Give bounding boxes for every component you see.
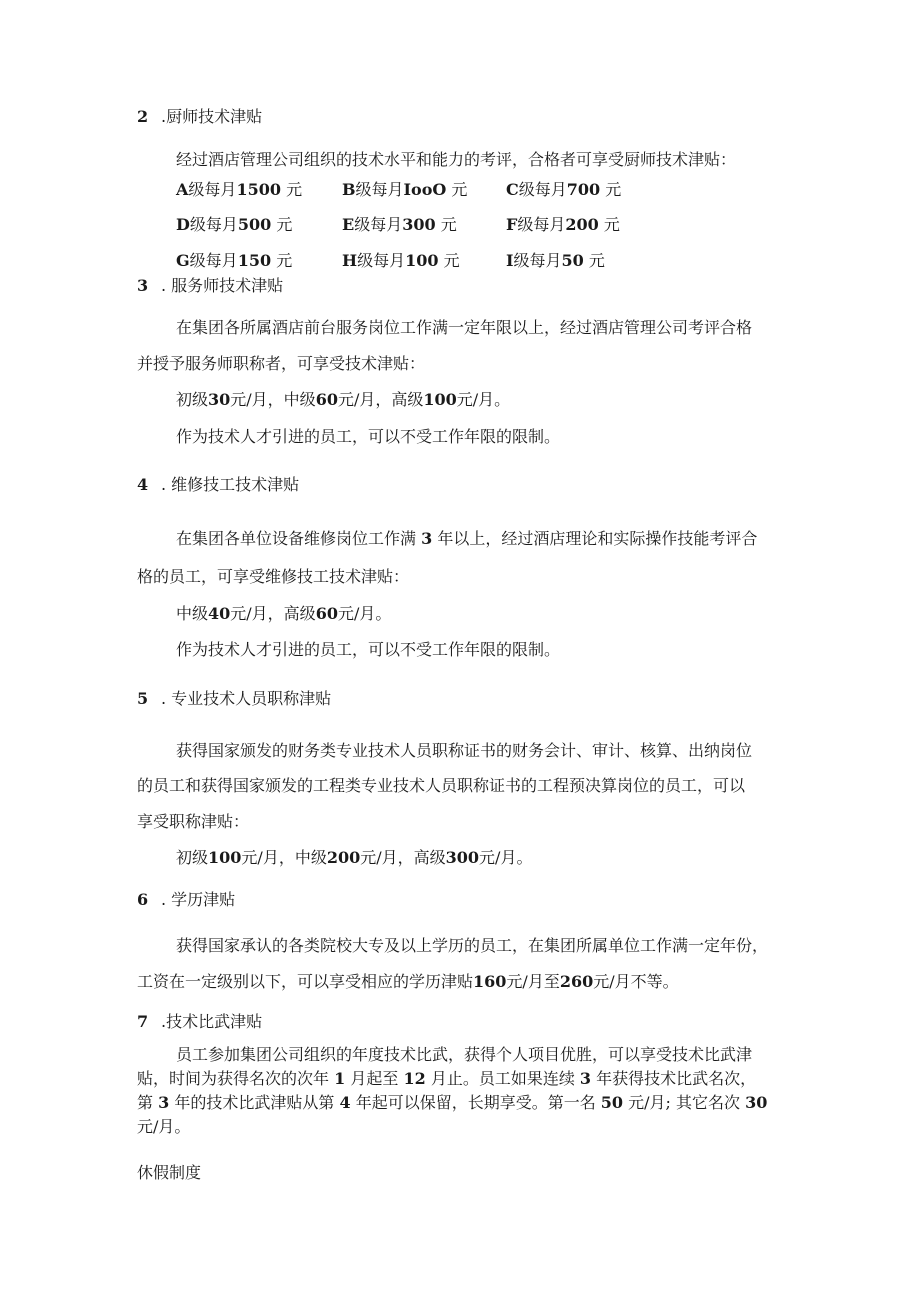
grade-amount: 1500 (236, 180, 281, 199)
section-7-line-3 (137, 1093, 767, 1113)
section-7-line-4: 元/月。 (137, 1117, 191, 1136)
section-6-line-2 (137, 972, 679, 992)
grade-cell (342, 180, 467, 200)
number: 260 (559, 972, 594, 991)
section-5-line-2: 的员工和获得国家颁发的工程类专业技术人员职称证书的工程预决算岗位的员工，可以 (137, 776, 746, 795)
rate-label: 元/月，中级 (241, 848, 327, 867)
grade-amount: 300 (402, 215, 436, 234)
rate-value: 60 (315, 604, 338, 623)
text: 在集团各单位设备维修岗位工作满 (176, 529, 417, 548)
grade-label: 级每月 (518, 180, 567, 199)
section-number: 2 (137, 107, 149, 126)
section-5-heading (137, 689, 331, 709)
grade-unit: 元 (276, 215, 293, 234)
section-4-line-2: 格的员工，可享受维修技工技术津贴： (137, 567, 410, 586)
grade-letter: H (342, 251, 358, 270)
grade-cell (342, 215, 457, 235)
grade-cell (176, 251, 292, 271)
grade-amount: 700 (566, 180, 601, 199)
grade-unit: 元 (286, 180, 303, 199)
text: 元/月不等。 (593, 972, 679, 991)
grade-letter: A (176, 180, 189, 199)
rate-label: 元/月。 (456, 390, 511, 409)
number: 1 (334, 1069, 346, 1088)
section-5-rates (176, 848, 532, 868)
text: 月止。员工如果连续 (430, 1069, 575, 1088)
grade-cell (506, 251, 605, 271)
rate-value: 100 (208, 848, 242, 867)
section-7-line-2 (137, 1069, 756, 1089)
section-4-line-1 (176, 529, 757, 549)
grade-letter: F (506, 215, 518, 234)
number: 3 (158, 1093, 170, 1112)
section-title: . 学历津贴 (161, 890, 236, 909)
grade-label: 级每月 (188, 180, 237, 199)
number: 3 (421, 529, 433, 548)
section-7-heading (137, 1012, 262, 1032)
rate-label: 初级 (176, 848, 209, 867)
section-6-line-1: 获得国家承认的各类院校大专及以上学历的员工，在集团所属单位工作满一定年份， (176, 936, 769, 955)
grade-label: 级每月 (513, 251, 562, 270)
grade-amount: 50 (561, 251, 584, 270)
grade-label: 级每月 (189, 215, 238, 234)
grade-amount: 100 (405, 251, 439, 270)
grade-letter: E (342, 215, 355, 234)
grade-cell (176, 180, 302, 200)
rate-label: 中级 (176, 604, 209, 623)
grade-unit: 元 (603, 215, 620, 234)
rate-label: 元/月，高级 (360, 848, 446, 867)
rate-value: 60 (315, 390, 338, 409)
number: 160 (473, 972, 507, 991)
section-number: 6 (137, 890, 149, 909)
section-number: 5 (137, 689, 149, 708)
section-4-rates (176, 604, 391, 624)
grade-unit: 元 (443, 251, 460, 270)
rate-label: 元/月。 (337, 604, 392, 623)
section-title: .技术比武津贴 (161, 1012, 263, 1031)
section-4-heading (137, 475, 299, 495)
grade-unit: 元 (588, 251, 605, 270)
grade-unit: 元 (451, 180, 468, 199)
grade-unit: 元 (440, 215, 457, 234)
text: 元/月至 (506, 972, 560, 991)
grade-label: 级每月 (517, 215, 566, 234)
number: 12 (403, 1069, 426, 1088)
number: 30 (745, 1093, 768, 1112)
grade-amount: IooO (403, 180, 447, 199)
text: 月起至 (350, 1069, 399, 1088)
section-3-heading (137, 276, 283, 296)
grade-cell (342, 251, 460, 271)
rate-value: 40 (208, 604, 231, 623)
rate-value: 100 (423, 390, 457, 409)
section-number: 4 (137, 475, 149, 494)
section-2-intro: 经过酒店管理公司组织的技术水平和能力的考评，合格者可享受厨师技术津贴： (176, 150, 737, 169)
rate-value: 200 (326, 848, 361, 867)
section-7-line-1: 员工参加集团公司组织的年度技术比武，获得个人项目优胜，可以享受技术比武津 (176, 1045, 753, 1064)
section-4-note: 作为技术人才引进的员工，可以不受工作年限的限制。 (176, 640, 561, 659)
grade-label: 级每月 (357, 251, 406, 270)
grade-letter: D (176, 215, 190, 234)
grade-cell (506, 180, 621, 200)
section-5-line-3: 享受职称津贴： (137, 812, 250, 831)
text: 年的技术比武津贴从第 (174, 1093, 335, 1112)
section-3-rates (176, 390, 510, 410)
number: 50 (600, 1093, 624, 1112)
text: 年起可以保留，长期享受。第一名 (355, 1093, 596, 1112)
grade-label: 级每月 (355, 180, 404, 199)
section-6-heading (137, 890, 235, 910)
grade-letter: B (342, 180, 356, 199)
grade-amount: 200 (565, 215, 599, 234)
grade-amount: 500 (237, 215, 272, 234)
section-number: 7 (137, 1012, 149, 1031)
section-title: . 专业技术人员职称津贴 (161, 689, 332, 708)
rate-label: 元/月，高级 (230, 604, 316, 623)
section-2-heading (137, 107, 262, 127)
text: 工资在一定级别以下，可以享受相应的学历津贴 (137, 972, 474, 991)
number: 4 (339, 1093, 351, 1112)
rate-label: 元/月。 (479, 848, 533, 867)
text: 年以上，经过酒店理论和实际操作技能考评合 (437, 529, 758, 548)
grade-label: 级每月 (354, 215, 403, 234)
rate-label: 元/月，高级 (337, 390, 424, 409)
section-title: . 维修技工技术津贴 (161, 475, 300, 494)
number: 3 (579, 1069, 592, 1088)
text: 元/月; 其它名次 (628, 1093, 741, 1112)
grade-letter: I (506, 251, 514, 270)
next-section-heading: 休假制度 (137, 1163, 202, 1182)
section-title: . 服务师技术津贴 (161, 276, 284, 295)
grade-unit: 元 (605, 180, 622, 199)
rate-label: 元/月，中级 (230, 390, 316, 409)
text: 贴，时间为获得名次的次年 (137, 1069, 330, 1088)
section-3-note: 作为技术人才引进的员工，可以不受工作年限的限制。 (176, 427, 561, 446)
section-title: .厨师技术津贴 (161, 107, 263, 126)
grade-letter: G (176, 251, 190, 270)
grade-amount: 150 (237, 251, 272, 270)
section-number: 3 (137, 276, 149, 295)
grade-cell (506, 215, 620, 235)
section-3-line-2: 并授予服务师职称者，可享受技术津贴： (137, 354, 426, 373)
grade-unit: 元 (276, 251, 293, 270)
text: 年获得技术比武名次， (596, 1069, 757, 1088)
section-5-line-1: 获得国家颁发的财务类专业技术人员职称证书的财务会计、审计、核算、出纳岗位 (176, 741, 753, 760)
rate-value: 300 (445, 848, 480, 867)
text: 第 (137, 1093, 154, 1112)
grade-cell (176, 215, 292, 235)
grade-label: 级每月 (189, 251, 238, 270)
rate-label: 初级 (176, 390, 209, 409)
rate-value: 30 (208, 390, 231, 409)
section-3-line-1: 在集团各所属酒店前台服务岗位工作满一定年限以上，经过酒店管理公司考评合格 (176, 318, 753, 337)
grade-letter: C (506, 180, 519, 199)
